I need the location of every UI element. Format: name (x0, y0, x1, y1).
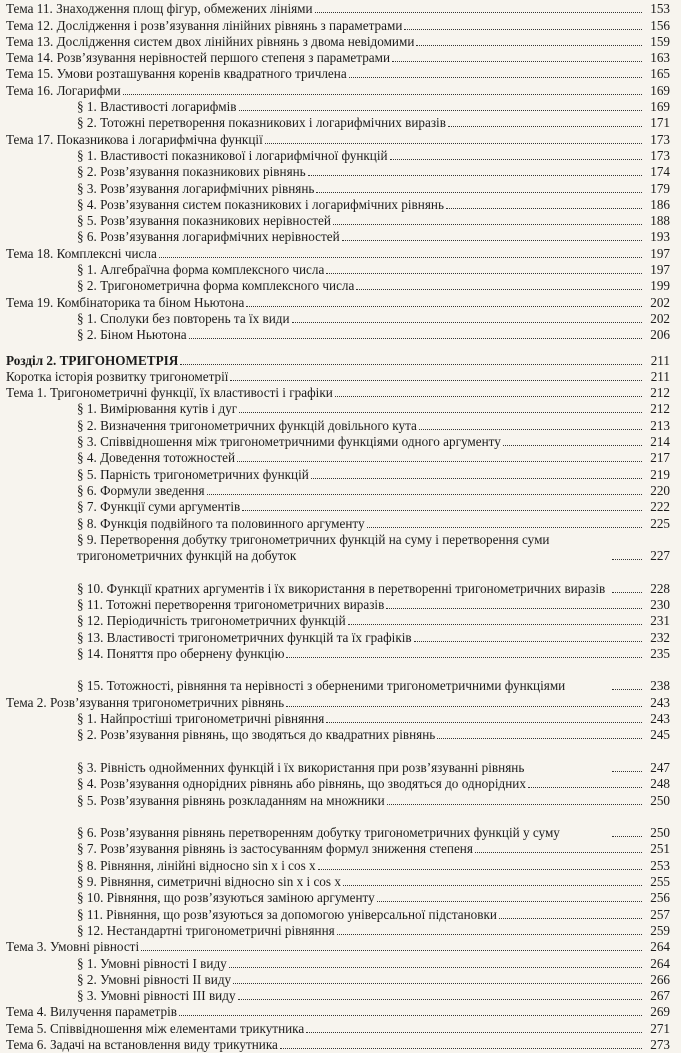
toc-section-entry (0, 401, 681, 417)
toc-entry-title: § 7. Розв’язування рівнянь із застосуванням формул зниження степеня (77, 841, 473, 857)
toc-entry-title: § 4. Розв’язування систем показникових і логарифмічних рівнянь (77, 196, 444, 212)
toc-entry-title: § 5. Парність тригонометричних функцій (77, 466, 309, 482)
toc-section-entry (0, 629, 681, 645)
toc-entry-title: § 1. Властивості логарифмів (77, 99, 237, 115)
toc-entry-title: § 7. Функції суми аргументів (77, 499, 241, 515)
toc-entry-title: Тема 19. Комбінаторика та біном Ньютона (6, 294, 245, 310)
dot-leader (349, 77, 642, 78)
dot-leader (239, 412, 642, 413)
dot-leader (475, 852, 642, 853)
toc-topic-entry (0, 1037, 681, 1053)
toc-entry-title: § 10. Рівняння, що розв’язуються заміною аргументу (77, 890, 375, 906)
toc-entry-title: § 1. Вимірювання кутів і дуг (77, 401, 238, 417)
toc-entry-title: § 8. Рівняння, лінійні відносно sin x і cos x (77, 857, 316, 873)
dot-leader (612, 836, 642, 837)
dot-leader (612, 689, 642, 690)
toc-topic-entry (0, 385, 681, 401)
dot-leader (286, 706, 642, 707)
toc-entry-title: § 1. Сполуки без повторень та їх види (77, 310, 290, 326)
dot-leader (499, 918, 642, 919)
dot-leader (343, 885, 642, 886)
toc-section-entry (0, 434, 681, 450)
toc-page-number: 259 (650, 922, 670, 938)
toc-section-entry (0, 164, 681, 180)
toc-entry-title: § 9. Рівняння, симетричні відносно sin x і cos x (77, 874, 341, 890)
dot-leader (318, 869, 642, 870)
toc-page-number: 199 (650, 278, 670, 294)
dot-leader (387, 804, 642, 805)
toc-entry-title: Тема 13. Дослідження систем двох лінійних рівнянь з двома невідомими (6, 33, 415, 49)
dot-leader (229, 967, 642, 968)
dot-leader (233, 983, 642, 984)
toc-entry-title: § 3. Рівність однойменних функцій і їх використання при розв’язуванні рівнянь (77, 759, 525, 775)
toc-page-number: 264 (650, 939, 670, 955)
toc-part-entry (0, 352, 681, 368)
toc-entry-title: § 3. Умовні рівності III виду (77, 988, 236, 1004)
toc-topic-entry (0, 1, 681, 17)
dot-leader (404, 29, 642, 30)
toc-section-entry (0, 499, 681, 515)
toc-page-number: 228 (650, 580, 670, 596)
toc-topic-entry (0, 939, 681, 955)
toc-entry-title: § 4. Розв’язування однорідних рівнянь або рівнянь, що зводяться до однорідних (77, 776, 526, 792)
toc-section-entry (0, 613, 681, 629)
toc-entry-title: § 2. Біном Ньютона (77, 327, 187, 343)
toc-section-entry (0, 483, 681, 499)
toc-section-entry (0, 262, 681, 278)
dot-leader (612, 771, 642, 772)
dot-leader (311, 478, 642, 479)
toc-page-number: 243 (650, 711, 670, 727)
toc-section-entry (0, 115, 681, 131)
toc-page-number: 188 (650, 213, 670, 229)
dot-leader (612, 592, 642, 593)
toc-page-number: 245 (650, 727, 670, 743)
dot-leader (448, 126, 642, 127)
dot-leader (159, 257, 642, 258)
toc-page-number: 159 (650, 33, 670, 49)
toc-entry-title: § 5. Розв’язування рівнянь розкладанням на множники (77, 792, 385, 808)
dot-leader (230, 380, 642, 381)
toc-topic-entry (0, 34, 681, 50)
toc-section-entry (0, 229, 681, 245)
toc-entry-title: § 2. Розв’язування рівнянь, що зводяться до квадратних рівнянь (77, 727, 436, 743)
toc-entry-title: § 2. Визначення тригонометричних функцій довільного кута (77, 417, 417, 433)
toc-entry-title: Тема 16. Логарифми (6, 82, 121, 98)
toc-page-number: 212 (650, 401, 670, 417)
toc-page-number: 211 (650, 368, 670, 384)
toc-section-entry (0, 311, 681, 327)
toc-entry-title: Тема 17. Показникова і логарифмічна функції (6, 131, 263, 147)
toc-section-entry (0, 213, 681, 229)
toc-topic-entry (0, 1020, 681, 1036)
toc-entry-title: § 13. Властивості тригонометричних функцій та їх графіків (77, 629, 412, 645)
toc-page-number: 247 (650, 759, 670, 775)
toc-entry-title: § 11. Тотожні перетворення тригонометричних виразів (77, 596, 385, 612)
toc-section-entry (0, 743, 681, 776)
toc-entry-title: § 6. Формули зведення (77, 482, 205, 498)
dot-leader (189, 338, 642, 339)
toc-topic-entry (0, 17, 681, 33)
toc-page-number: 173 (650, 131, 670, 147)
toc-page-number: 197 (650, 262, 670, 278)
toc-page-number: 211 (650, 352, 670, 368)
toc-section-entry (0, 809, 681, 842)
dot-leader (414, 641, 642, 642)
dot-leader (292, 322, 642, 323)
toc-page-number: 267 (650, 988, 670, 1004)
toc-entry-title: Розділ 2. ТРИГОНОМЕТРІЯ (6, 352, 179, 368)
dot-leader (237, 461, 642, 462)
dot-leader (367, 527, 642, 528)
toc-section-entry (0, 180, 681, 196)
toc-entry-title: § 14. Поняття про обернену функцію (77, 645, 285, 661)
toc-section-entry (0, 890, 681, 906)
toc-topic-entry (0, 50, 681, 66)
toc-page-number: 169 (650, 82, 670, 98)
toc-page-number: 197 (650, 245, 670, 261)
toc-entry-title: Тема 11. Знаходження площ фігур, обмежених лініями (6, 1, 313, 17)
toc-entry-title: Тема 5. Співвідношення між елементами трикутника (6, 1020, 305, 1036)
toc-entry-title: Тема 18. Комплексні числа (6, 245, 157, 261)
toc-section-entry (0, 972, 681, 988)
toc-page-number: 156 (650, 17, 670, 33)
toc-page-number: 212 (650, 385, 670, 401)
toc-entry-title: § 1. Умовні рівності I виду (77, 955, 227, 971)
toc-section-entry (0, 597, 681, 613)
toc-entry-title: § 8. Функція подвійного та половинного аргументу (77, 515, 365, 531)
toc-page-number: 232 (650, 629, 670, 645)
toc-entry-title: § 1. Властивості показникової і логарифмічної функцій (77, 147, 388, 163)
toc-page-number: 269 (650, 1004, 670, 1020)
dot-leader (392, 61, 642, 62)
dot-leader (246, 306, 642, 307)
toc-page-number: 266 (650, 971, 670, 987)
toc-entry-title: Коротка історія розвитку тригонометрії (6, 368, 229, 384)
toc-section-entry (0, 646, 681, 662)
toc-page-number: 169 (650, 99, 670, 115)
dot-leader (377, 901, 642, 902)
toc-topic-entry (0, 131, 681, 147)
toc-entry-title: § 6. Розв’язування рівнянь перетворенням добутку тригонометричних функцій у суму (77, 825, 560, 841)
toc-entry-title: § 1. Найпростіші тригонометричні рівняння (77, 711, 325, 727)
toc-page-number: 163 (650, 50, 670, 66)
toc-page-number: 264 (650, 955, 670, 971)
toc-entry-title: § 12. Нестандартні тригонометричні рівняння (77, 922, 335, 938)
toc-section-entry (0, 515, 681, 531)
toc-section-entry (0, 327, 681, 343)
toc-page-number: 173 (650, 147, 670, 163)
toc-topic-entry (0, 66, 681, 82)
toc-section-entry (0, 466, 681, 482)
dot-leader (342, 240, 642, 241)
toc-section-entry (0, 727, 681, 743)
dot-leader (437, 738, 642, 739)
dot-leader (239, 110, 643, 111)
toc-page-number: 174 (650, 164, 670, 180)
toc-page-number: 202 (650, 294, 670, 310)
toc-entry-title: § 15. Тотожності, рівняння та нерівності з оберненими тригонометричними функціями (77, 678, 566, 694)
toc-page-number: 153 (650, 1, 670, 17)
dot-leader (286, 657, 642, 658)
toc-entry-title: § 5. Розв’язування показникових нерівностей (77, 213, 331, 229)
toc-entry-title: § 12. Періодичність тригонометричних функцій (77, 613, 346, 629)
toc-page-number: 251 (650, 841, 670, 857)
dot-leader (308, 175, 642, 176)
dot-leader (306, 1032, 642, 1033)
toc-section-entry (0, 988, 681, 1004)
toc-section-entry (0, 776, 681, 792)
toc-entry-title: § 3. Розв’язування логарифмічних рівнянь (77, 180, 315, 196)
toc-section-entry (0, 99, 681, 115)
toc-page-number: 243 (650, 694, 670, 710)
toc-section-entry (0, 662, 681, 695)
toc-page-number: 206 (650, 327, 670, 343)
toc-entry-title: § 2. Тригонометрична форма комплексного числа (77, 278, 355, 294)
toc-entry-title: § 4. Доведення тотожностей (77, 450, 236, 466)
toc-page-number: 248 (650, 776, 670, 792)
toc-section-entry (0, 417, 681, 433)
toc-section-entry (0, 532, 681, 565)
toc-page-number: 227 (650, 548, 670, 564)
toc-section-entry (0, 923, 681, 939)
dot-leader (242, 510, 642, 511)
toc-section-entry (0, 450, 681, 466)
toc-entry-title: § 2. Тотожні перетворення показникових і логарифмічних виразів (77, 115, 446, 131)
toc-page-number: 273 (650, 1037, 670, 1052)
dot-leader (356, 289, 642, 290)
toc-section-entry (0, 197, 681, 213)
dot-leader (348, 624, 642, 625)
toc-page-number: 165 (650, 66, 670, 82)
toc-page-number: 186 (650, 196, 670, 212)
toc-section-entry (0, 564, 681, 597)
toc-entry-title: Тема 6. Задачі на встановлення виду трикутника (6, 1037, 278, 1052)
toc-section-entry (0, 711, 681, 727)
toc-entry-title: § 2. Розв’язування показникових рівнянь (77, 164, 306, 180)
dot-leader (123, 94, 642, 95)
toc-page-number: 202 (650, 310, 670, 326)
toc-section-entry (0, 955, 681, 971)
toc-page-number: 255 (650, 874, 670, 890)
dot-leader (386, 608, 642, 609)
toc-topic-entry (0, 1004, 681, 1020)
toc-page-number: 238 (650, 678, 670, 694)
dot-leader (416, 45, 642, 46)
toc-section-entry (0, 874, 681, 890)
dot-leader (238, 999, 642, 1000)
toc-topic-entry (0, 694, 681, 710)
toc-page-number: 225 (650, 515, 670, 531)
dot-leader (333, 224, 642, 225)
toc-entry-title: Тема 12. Дослідження і розв’язування лінійних рівнянь з параметрами (6, 17, 403, 33)
toc-page-number: 222 (650, 499, 670, 515)
toc-entry-title: § 9. Перетворення добутку тригонометричних функцій на суму і перетворення суми тригонометричних функцій на добуток (77, 532, 550, 564)
dot-leader (265, 143, 642, 144)
toc-page-number: 214 (650, 434, 670, 450)
toc-section-entry (0, 278, 681, 294)
dot-leader (326, 722, 642, 723)
toc-page-number: 193 (650, 229, 670, 245)
toc-page-number: 213 (650, 417, 670, 433)
toc-entry-title: § 6. Розв’язування логарифмічних нерівностей (77, 229, 340, 245)
dot-leader (207, 494, 642, 495)
toc-entry-title: § 10. Функції кратних аргументів і їх використання в перетворенні тригонометричних виразів (77, 580, 606, 596)
dot-leader (446, 208, 642, 209)
dot-leader (612, 559, 642, 560)
dot-leader (503, 445, 642, 446)
toc-entry-title: Тема 1. Тригонометричні функції, їх властивості і графіки (6, 385, 333, 401)
toc-page-number: 220 (650, 482, 670, 498)
dot-leader (528, 787, 642, 788)
toc-entry-title: Тема 3. Умовні рівності (6, 939, 140, 955)
dot-leader (337, 934, 642, 935)
dot-leader (180, 364, 642, 365)
toc-entry-title: § 1. Алгебраїчна форма комплексного числа (77, 262, 325, 278)
toc-topic-entry (0, 245, 681, 261)
toc-page-number: 256 (650, 890, 670, 906)
toc-section-entry (0, 906, 681, 922)
toc-page-number: 257 (650, 906, 670, 922)
toc-section-entry (0, 148, 681, 164)
toc-page-number: 235 (650, 645, 670, 661)
toc-topic-entry (0, 82, 681, 98)
toc-entry-title: § 11. Рівняння, що розв’язуються за допомогою універсальної підстановки (77, 906, 497, 922)
toc-page-number: 250 (650, 792, 670, 808)
toc-entry-title: Тема 15. Умови розташування коренів квадратного тричлена (6, 66, 347, 82)
toc-page-number: 179 (650, 180, 670, 196)
toc-entry-title: § 2. Умовні рівності II виду (77, 971, 232, 987)
toc-entry-title: Тема 2. Розв’язування тригонометричних рівнянь (6, 694, 285, 710)
toc-page-number: 231 (650, 613, 670, 629)
dot-leader (315, 12, 642, 13)
dot-leader (335, 396, 642, 397)
dot-leader (316, 192, 642, 193)
toc-section-entry (0, 857, 681, 873)
toc-section-entry (0, 841, 681, 857)
dot-leader (280, 1048, 642, 1049)
toc-page-number: 230 (650, 596, 670, 612)
toc-topic-entry (0, 294, 681, 310)
toc-section-entry (0, 792, 681, 808)
dot-leader (326, 273, 642, 274)
toc-page-number: 219 (650, 466, 670, 482)
dot-leader (390, 159, 642, 160)
toc-page-number: 271 (650, 1020, 670, 1036)
toc-entry-title: Тема 4. Вилучення параметрів (6, 1004, 177, 1020)
toc-page-number: 171 (650, 115, 670, 131)
dot-leader (179, 1015, 642, 1016)
toc-entry-title: Тема 14. Розв’язування нерівностей першого степеня з параметрами (6, 50, 391, 66)
dot-leader (141, 950, 642, 951)
toc-page-number: 253 (650, 857, 670, 873)
dot-leader (419, 429, 642, 430)
toc-topic-entry (0, 369, 681, 385)
toc-page-number: 250 (650, 825, 670, 841)
toc-entry-title: § 3. Співвідношення між тригонометричними функціями одного аргументу (77, 434, 501, 450)
toc-page-number: 217 (650, 450, 670, 466)
